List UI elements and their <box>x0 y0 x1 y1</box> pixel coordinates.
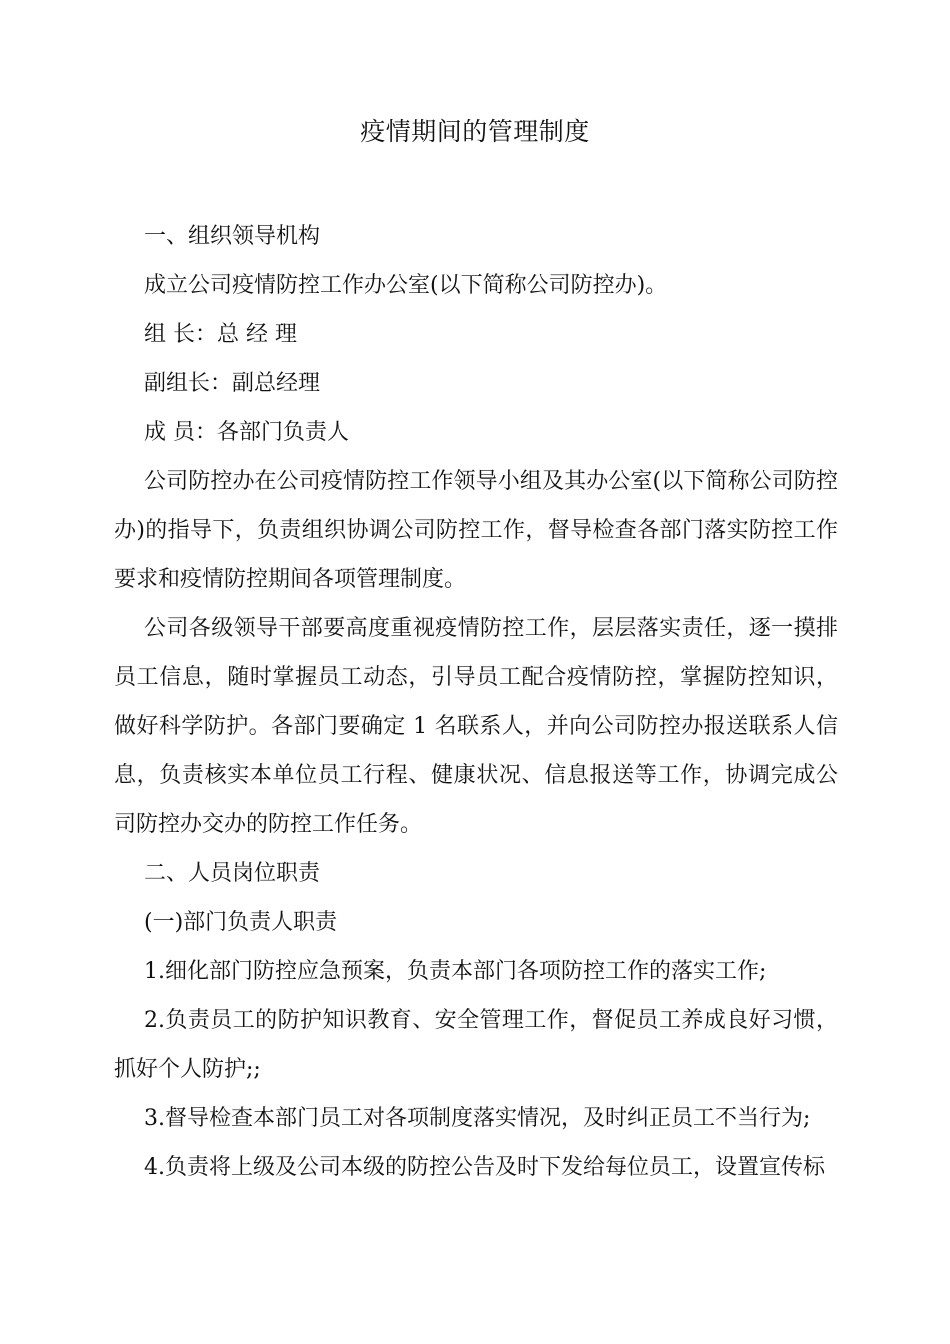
list-item: 1.细化部门防控应急预案，负责本部门各项防控工作的落实工作; <box>144 959 767 984</box>
section-heading-responsibilities: 二、人员岗位职责 <box>144 861 321 886</box>
document-title: 疫情期间的管理制度 <box>360 117 590 146</box>
list-item: 4.负责将上级及公司本级的防控公告及时下发给每位员工，设置宣传标 <box>144 1155 825 1180</box>
list-item: 3.督导检查本部门员工对各项制度落实情况，及时纠正员工不当行为; <box>144 1106 811 1131</box>
paragraph-office-duties: 公司防控办在公司疫情防控工作领导小组及其办公室(以下简称公司防控办)的指导下，负责组织协调公司防控工作，督导检查各部门落实防控工作要求和疫情防控期间各项管理制度。 <box>114 469 838 592</box>
document-body <box>114 212 838 1192</box>
paragraph-deputy-leader: 副组长：副总经理 <box>144 371 321 396</box>
paragraph-office-setup: 成立公司疫情防控工作办公室(以下简称公司防控办)。 <box>144 273 668 298</box>
paragraph-leadership-duties: 公司各级领导干部要高度重视疫情防控工作，层层落实责任，逐一摸排员工信息，随时掌握员工动态，引导员工配合疫情防控，掌握防控知识，做好科学防护。各部门要确定 1 名联系人，并向公司防控办报送联系人信息，负责核实本单位员工行程、健康状况、信息报送等工作，协调完成公司防控办交办的防控工作任务。 <box>114 616 838 837</box>
paragraph-team-leader: 组 长：总 经 理 <box>144 322 297 347</box>
list-item: 2.负责员工的防护知识教育、安全管理工作，督促员工养成良好习惯，抓好个人防护;; <box>114 1008 838 1082</box>
subsection-heading-department-head: (一)部门负责人职责 <box>144 910 338 935</box>
section-heading-organization: 一、组织领导机构 <box>144 224 321 249</box>
paragraph-members: 成 员：各部门负责人 <box>144 420 349 445</box>
